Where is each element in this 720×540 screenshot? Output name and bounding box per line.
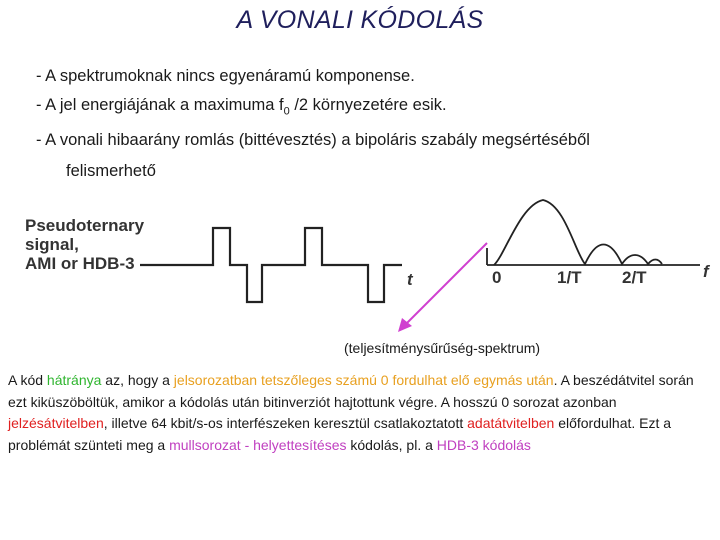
- page-title: A VONALI KÓDOLÁS: [236, 6, 484, 34]
- spectrum-curve: [494, 200, 662, 265]
- caption-arrow: [404, 243, 487, 326]
- spectrum-label-1T: 1/T: [557, 268, 582, 287]
- spectrum-label-0: 0: [492, 268, 502, 287]
- bullet-2: - A jel energiájának a maximuma $f_0$ /2 környezetére esik.: [36, 96, 447, 118]
- bullet-3-continuation: felismerhető: [66, 162, 156, 181]
- bullet-1: - A spektrumoknak nincs egyenáramú komponense.: [36, 67, 415, 85]
- spectrum-caption: (teljesítménysűrűség-spektrum): [344, 340, 541, 356]
- body-paragraph: A kód hátránya az, hogy a jelsorozatban tetszőleges számú 0 fordulhat elő egymás után. A beszédátvitel során ezt kiküszöböltük, amikor a kódolás után bitinverziót hajtottunk végre. A hosszú 0 sorozat azonban jelzésátvitelben, illetve 64 kbit/s-os interfészeken keresztül csatlakoztatott adatátvitelben előfordulhat. Ezt a problémát szünteti meg a mullsorozat - helyettesítéses kódolás, pl. a HDB-3 kódolás: [8, 372, 694, 453]
- signal-waveform: [140, 228, 402, 302]
- time-axis-label: t: [407, 270, 413, 289]
- bullet-3: - A vonali hibaarány romlás (bittévesztés) a bipoláris szabály megsértéséből: [36, 131, 590, 150]
- spectrum-label-2T: 2/T: [622, 268, 647, 287]
- signal-label: Pseudoternary signal, AMI or HDB-3: [25, 216, 145, 273]
- freq-axis-label: f: [703, 262, 709, 281]
